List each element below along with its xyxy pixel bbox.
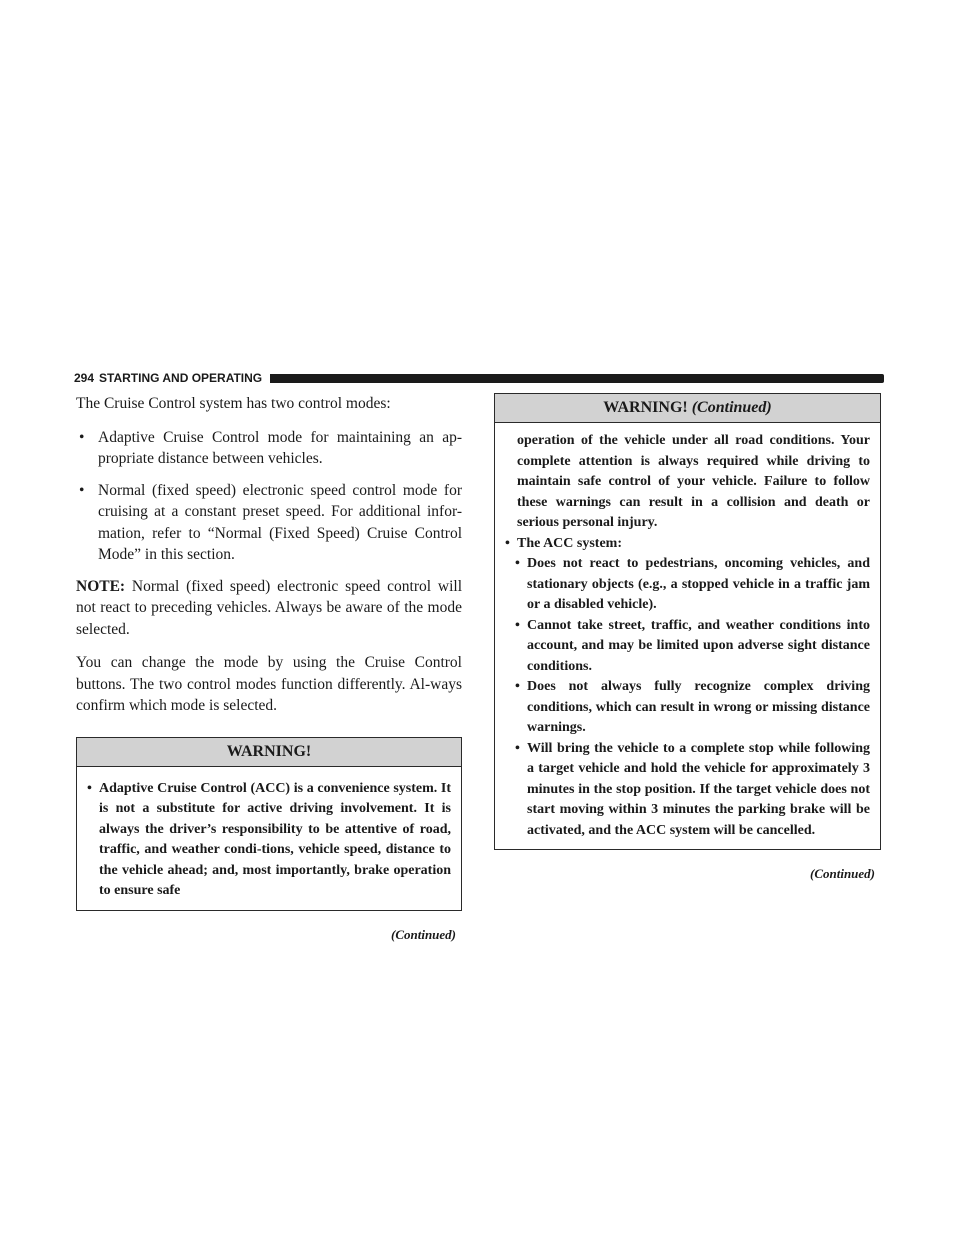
warning-continuation-text: operation of the vehicle under all road conditions. Your complete attention is always required while driving to maintain safe control of your vehicle. Failure to follow these warnings can result in a collision and death or serious personal injury. [517,433,870,530]
page-header [74,369,884,387]
sub-bullet [515,554,870,616]
warning-box [76,737,462,911]
bullet-icon: • [79,481,85,499]
sub-bullet [515,677,870,739]
bullet-icon: • [515,679,520,694]
warning-body-continued [495,423,880,849]
warning-body [77,767,461,910]
sub-bullet [515,616,870,678]
sub-bullet-text: Will bring the vehicle to a complete stop while following a target vehicle and hold the vehicle for approximately 3 minutes in the stop position. If the target vehicle does not start moving within 3 minutes the parking brake will be activated, and the ACC system will be cancelled. [527,740,870,838]
note-label: NOTE: [76,577,126,595]
warning-box-continued [494,393,881,850]
sub-bullet-text: Does not react to pedestrians, oncoming vehicles, and stationary objects (e.g., a stopped vehicle in a traffic jam or a disabled vehicle). [527,556,870,612]
note-paragraph [76,576,462,641]
mode-bullet-adaptive [76,427,462,470]
section-title: STARTING AND OPERATING [99,371,263,385]
continued-label: (Continued) [390,926,456,942]
warning-bullet-text: Adaptive Cruise Control (ACC) is a convenience system. It is not a substitute for active driving involvement. It is always the driver’s responsibility to be attentive of road, traffic, and weather condi-tions, vehicle speed, distance to the vehicle ahead; and, most importantly, brake operation to ensure safe [99,780,451,898]
page-number: 294 [74,371,95,385]
bullet-icon: • [515,740,520,756]
warning-title-text: WARNING! [603,399,688,416]
warning-title-cont: (Continued) [691,399,772,416]
bullet-text: Normal (fixed speed) electronic speed control mode for cruising at a constant preset speed. For additional infor-mation, refer to “Normal (Fixed Speed) Cruise Control Mode” in this section. [98,481,462,563]
mode-bullet-normal [76,480,462,566]
right-column [494,393,881,882]
intro-paragraph: The Cruise Control system has two control modes: [76,395,391,412]
warning-title-continued [495,394,880,423]
acc-system-bullet [505,534,870,555]
bullet-icon: • [515,556,520,571]
warning-bullet [87,779,451,902]
acc-system-label: The ACC system: [517,535,622,551]
bullet-icon: • [515,617,520,633]
bullet-icon: • [87,780,92,796]
change-mode-paragraph: You can change the mode by using the Cruise Control buttons. The two control modes function differently. Al-ways confirm which mode is selected. [76,654,462,714]
note-text: Normal (fixed speed) electronic speed control will not react to preceding vehicles. Always be aware of the mode selected. [76,577,462,638]
continued-label: (Continued) [809,866,875,881]
sub-bullet-text: Does not always fully recognize complex driving conditions, which can result in wrong or missing distance warnings. [527,679,870,735]
header-rule [270,374,884,383]
bullet-text: Adaptive Cruise Control mode for maintaining an ap-propriate distance between vehicles. [98,428,462,467]
bullet-icon: • [505,535,510,551]
warning-title: WARNING! [77,738,461,767]
sub-bullet-text: Cannot take street, traffic, and weather conditions into account, and may be limited upon adverse sight distance conditions. [527,617,870,674]
sub-bullet [515,739,870,842]
bullet-icon: • [79,428,85,446]
left-column [76,393,462,943]
